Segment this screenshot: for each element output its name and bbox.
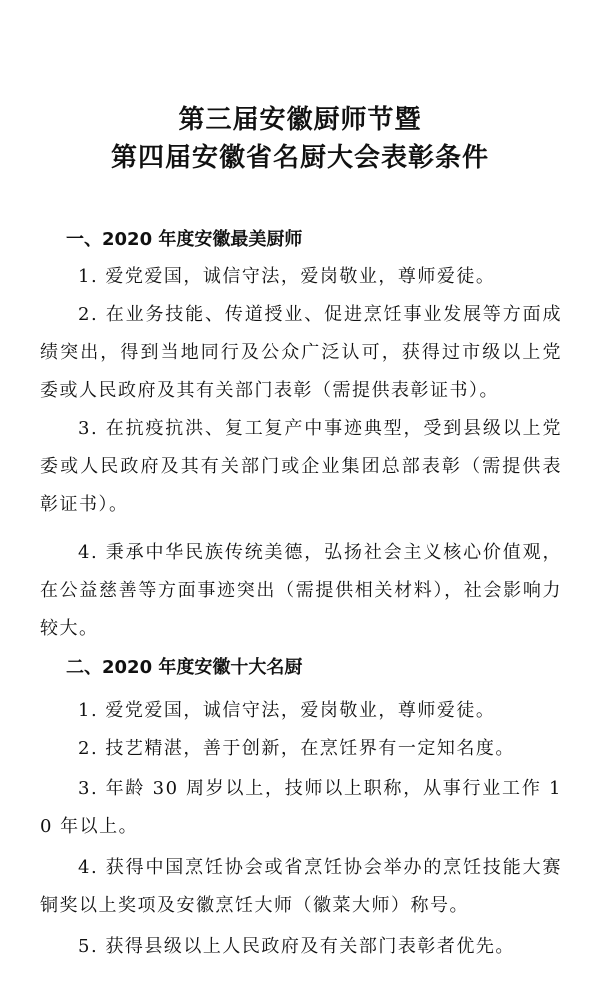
list-item: 4. 秉承中华民族传统美德，弘扬社会主义核心价值观，在公益慈善等方面事迹突出（需提供相关材料），社会影响力较大。 xyxy=(40,542,562,639)
section-heading-top-ten-chefs: 二、2020 年度安徽十大名厨 xyxy=(66,657,303,678)
list-item: 2. 在业务技能、传道授业、促进烹饪事业发展等方面成绩突出，得到当地同行及公众广泛认可，获得过市级以上党委或人民政府及其有关部门表彰（需提供表彰证书）。 xyxy=(40,304,562,401)
list-item: 5. 获得县级以上人民政府及有关部门表彰者优先。 xyxy=(78,936,515,957)
list-item: 2. 技艺精湛，善于创新，在烹饪界有一定知名度。 xyxy=(78,738,515,759)
list-item: 1. 爱党爱国，诚信守法，爱岗敬业，尊师爱徒。 xyxy=(78,700,496,721)
list-item: 4. 获得中国烹饪协会或省烹饪协会举办的烹饪技能大赛铜奖以上奖项及安徽烹饪大师（徽菜大师）称号。 xyxy=(40,857,562,916)
document-title-line-1: 第三届安徽厨师节暨 xyxy=(178,105,422,135)
list-item: 3. 年龄 30 周岁以上，技师以上职称，从事行业工作 10 年以上。 xyxy=(40,778,562,837)
section-heading-best-chef: 一、2020 年度安徽最美厨师 xyxy=(66,229,303,250)
document-title-line-2: 第四届安徽省名厨大会表彰条件 xyxy=(110,143,489,173)
list-item: 3. 在抗疫抗洪、复工复产中事迹典型，受到县级以上党委或人民政府及其有关部门或企业集团总部表彰（需提供表彰证书）。 xyxy=(40,418,562,515)
list-item: 1. 爱党爱国，诚信守法，爱岗敬业，尊师爱徒。 xyxy=(78,266,496,287)
